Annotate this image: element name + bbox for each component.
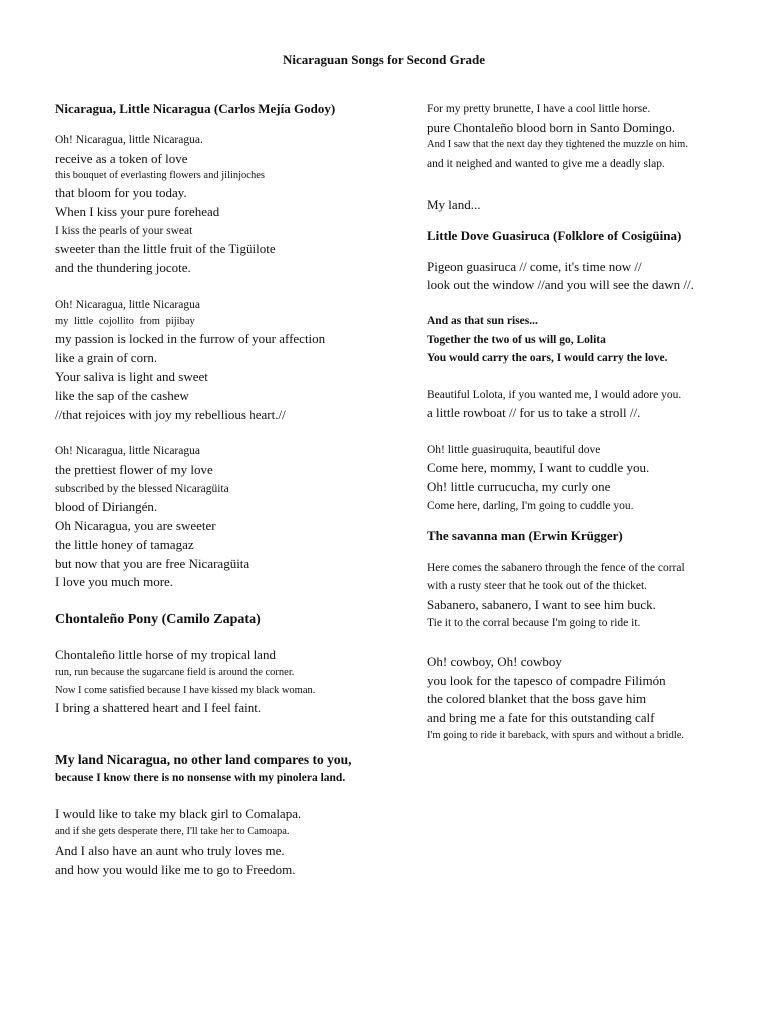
- stanza: [427, 100, 747, 174]
- chorus-line: You would carry the oars, I would carry the love.: [427, 352, 668, 365]
- lyric-line: I'm going to ride it bareback, with spurs and without a bridle.: [427, 730, 685, 742]
- lyric-line: Oh! Nicaragua, little Nicaragua: [55, 298, 200, 311]
- lyric-line: and it neighed and wanted to give me a deadly slap.: [427, 158, 665, 171]
- lyric-line: Your saliva is light and sweet: [55, 369, 208, 385]
- lyric-line: I bring a shattered heart and I feel faint.: [55, 700, 262, 716]
- chorus: [55, 750, 410, 788]
- lyric-line: Oh! Nicaragua, little Nicaragua: [55, 445, 200, 458]
- lyric-line: When I kiss your pure forehead: [55, 204, 220, 220]
- lyric-line: //that rejoices with joy my rebellious heart.//: [55, 406, 286, 422]
- lyric-line: with a rusty steer that he took out of the thicket.: [427, 580, 648, 593]
- stanza: [55, 296, 410, 424]
- song-heading-savanna: The savanna man (Erwin Krügger): [427, 527, 623, 543]
- lyric-line: a little rowboat // for us to take a stroll //.: [427, 405, 641, 421]
- lyric-line: and if she gets desperate there, I'll take her to Camoapa.: [55, 826, 290, 838]
- lyric-line: like the sap of the cashew: [55, 387, 189, 403]
- stanza: [427, 559, 747, 633]
- stanza: [55, 442, 410, 592]
- chorus-line: And as that sun rises...: [427, 315, 538, 328]
- lyric-line: my little cojollito from pijibay: [55, 316, 195, 328]
- lyric-line: my passion is locked in the furrow of your affection: [55, 331, 326, 347]
- stanza: [55, 805, 410, 879]
- lyric-line: Oh! little currucucha, my curly one: [427, 479, 611, 495]
- lyric-line: For my pretty brunette, I have a cool little horse.: [427, 103, 651, 115]
- lyric-line: And I saw that the next day they tightened the muzzle on him.: [427, 139, 688, 151]
- lyric-line: I would like to take my black girl to Comalapa.: [55, 806, 302, 822]
- stanza: [55, 646, 410, 718]
- chorus-line: Together the two of us will go, Lolita: [427, 333, 606, 346]
- lyric-line: sweeter than the little fruit of the Tigüilote: [55, 241, 276, 257]
- stanza: [427, 386, 747, 423]
- lyric-line: Come here, mommy, I want to cuddle you.: [427, 460, 650, 476]
- stanza: [427, 441, 747, 516]
- lyric-line: but now that you are free Nicaragüita: [55, 555, 250, 571]
- lyric-line: Tie it to the corral because I'm going to ride it.: [427, 617, 641, 630]
- lyric-line: you look for the tapesco of compadre Filimón: [427, 672, 666, 688]
- lyric-line: I love you much more.: [55, 574, 174, 590]
- chorus: [427, 312, 747, 368]
- lyric-line: look out the window //and you will see the dawn //.: [427, 277, 694, 293]
- song-heading-chontaleno: Chontaleño Pony (Camilo Zapata): [55, 612, 261, 628]
- lyric-line: the little honey of tamagaz: [55, 536, 194, 552]
- stanza: [427, 653, 747, 744]
- stanza: [427, 258, 747, 296]
- lyric-line: Here comes the sabanero through the fence of the corral: [427, 561, 685, 574]
- lyric-line: Oh Nicaragua, you are sweeter: [55, 518, 216, 534]
- lyric-line: Chontaleño little horse of my tropical land: [55, 647, 276, 663]
- chorus-line: My land Nicaragua, no other land compares to you,: [55, 751, 352, 767]
- lyric-line: subscribed by the blessed Nicaragüita: [55, 482, 229, 495]
- lyric-line: and the thundering jocote.: [55, 260, 191, 276]
- lyric-line: that bloom for you today.: [55, 185, 187, 201]
- left-column: [55, 100, 410, 880]
- chorus-line: because I know there is no nonsense with my pinolera land.: [55, 771, 346, 784]
- lyric-line: receive as a token of love: [55, 150, 188, 166]
- lyric-line: My land...: [427, 196, 481, 212]
- lyric-line: Beautiful Lolota, if you wanted me, I would adore you.: [427, 388, 682, 401]
- lyric-line: Oh! cowboy, Oh! cowboy: [427, 653, 562, 669]
- lyric-line: Oh! little guasiruquita, beautiful dove: [427, 443, 601, 456]
- lyric-line: And I also have an aunt who truly loves me.: [55, 843, 285, 859]
- lyric-line: the colored blanket that the boss gave him: [427, 691, 647, 707]
- page-title: Nicaraguan Songs for Second Grade: [283, 52, 485, 67]
- lyric-line: pure Chontaleño blood born in Santo Domingo.: [427, 119, 676, 135]
- lyric-line: Sabanero, sabanero, I want to see him buck.: [427, 596, 656, 612]
- lyric-line: Oh! Nicaragua, little Nicaragua.: [55, 134, 203, 146]
- lyric-line: and how you would like me to go to Freedom.: [55, 861, 296, 877]
- stanza: [55, 131, 410, 278]
- right-column: [427, 100, 747, 744]
- lyric-line: Now I come satisfied because I have kissed my black woman.: [55, 685, 316, 697]
- stanza: [427, 196, 747, 215]
- lyric-line: and bring me a fate for this outstanding calf: [427, 710, 655, 726]
- lyric-line: I kiss the pearls of your sweat: [55, 224, 193, 237]
- lyric-line: the prettiest flower of my love: [55, 461, 213, 477]
- lyric-line: blood of Diriangén.: [55, 499, 158, 515]
- lyric-line: Pigeon guasiruca // come, it's time now //: [427, 258, 642, 274]
- lyric-line: run, run because the sugarcane field is around the corner.: [55, 667, 295, 679]
- lyric-line: this bouquet of everlasting flowers and jilinjoches: [55, 170, 265, 182]
- song-heading-guasiruca: Little Dove Guasiruca (Folklore of Cosigüina): [427, 227, 682, 243]
- song-heading-nicaragua: Nicaragua, Little Nicaragua (Carlos Mejía Godoy): [55, 101, 336, 116]
- lyric-line: Come here, darling, I'm going to cuddle you.: [427, 500, 634, 513]
- lyric-line: like a grain of corn.: [55, 350, 158, 366]
